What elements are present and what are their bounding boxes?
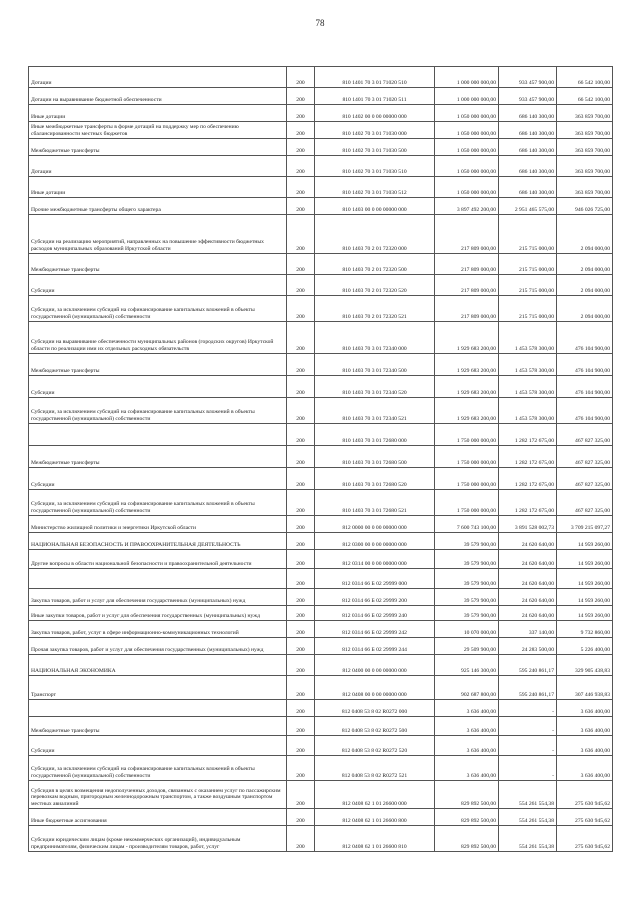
row-code: 200 (287, 198, 315, 215)
row-classifier: 810 1402 70 3 01 71030 512 (315, 177, 435, 198)
row-name: НАЦИОНАЛЬНАЯ БЕЗОПАСНОСТЬ И ПРАВООХРАНИТЕЛЬНАЯ ДЕЯТЕЛЬНОСТЬ (29, 533, 287, 550)
row-remaining: 363 859 700,00 (557, 105, 613, 122)
row-executed: 215 715 000,00 (499, 296, 557, 322)
row-code: 200 (287, 468, 315, 490)
row-name (29, 700, 287, 717)
row-name: Прочие межбюджетные трансферты общего характера (29, 198, 287, 215)
row-approved: 1 929 683 200,00 (435, 398, 499, 424)
table-row (29, 376, 613, 398)
row-executed: 24 620 640,00 (499, 606, 557, 621)
row-name: Субсидии (29, 736, 287, 756)
table-row (29, 88, 613, 105)
table-row (29, 638, 613, 655)
row-approved: 217 809 000,00 (435, 275, 499, 296)
row-executed: 686 140 300,00 (499, 122, 557, 139)
row-classifier: 812 0000 00 0 00 00000 000 (315, 516, 435, 533)
row-approved: 1 929 683 200,00 (435, 354, 499, 376)
row-classifier: 812 0408 62 1 01 26600 800 (315, 809, 435, 826)
row-approved: 1 000 000 000,00 (435, 67, 499, 88)
page-number: 78 (315, 18, 325, 28)
row-code: 200 (287, 676, 315, 700)
row-approved: 10 070 000,00 (435, 621, 499, 638)
row-name: Субсидии (29, 376, 287, 398)
row-remaining: 3 636 400,00 (557, 717, 613, 736)
table-row (29, 254, 613, 275)
table-row (29, 398, 613, 424)
row-code: 200 (287, 105, 315, 122)
row-name: Межбюджетные трансферты (29, 139, 287, 156)
row-classifier: 810 1403 70 3 01 72340 521 (315, 398, 435, 424)
row-remaining: 476 104 900,00 (557, 398, 613, 424)
row-name: Межбюджетные трансферты (29, 254, 287, 275)
row-executed: 554 261 554,38 (499, 809, 557, 826)
table-row (29, 296, 613, 322)
row-classifier: 812 0408 53 8 02 R0272 500 (315, 717, 435, 736)
row-executed: 215 715 000,00 (499, 215, 557, 254)
row-name: Прочая закупка товаров, работ и услуг для обеспечения государственных (муниципальных) нужд (29, 638, 287, 655)
row-code: 200 (287, 215, 315, 254)
table-row (29, 655, 613, 676)
row-code: 200 (287, 809, 315, 826)
table-row (29, 809, 613, 826)
row-executed: 1 453 578 300,00 (499, 376, 557, 398)
row-approved: 1 750 000 000,00 (435, 446, 499, 468)
row-classifier: 812 0408 62 1 01 26600 810 (315, 826, 435, 852)
row-classifier: 812 0300 00 0 00 00000 000 (315, 533, 435, 550)
table-row (29, 424, 613, 446)
row-remaining: 14 959 260,00 (557, 569, 613, 589)
row-code: 200 (287, 376, 315, 398)
row-code: 200 (287, 88, 315, 105)
row-executed: 1 282 172 675,00 (499, 424, 557, 446)
table-row (29, 156, 613, 177)
row-approved: 3 897 492 200,00 (435, 198, 499, 215)
row-remaining: 2 094 000,00 (557, 215, 613, 254)
row-remaining: 476 104 900,00 (557, 376, 613, 398)
row-name: Межбюджетные трансферты (29, 446, 287, 468)
row-code: 200 (287, 756, 315, 781)
row-name: Субсидии (29, 275, 287, 296)
row-code: 200 (287, 424, 315, 446)
table-row (29, 215, 613, 254)
table-row (29, 354, 613, 376)
row-name: Иные бюджетные ассигнования (29, 809, 287, 826)
row-code: 200 (287, 533, 315, 550)
row-remaining: 14 959 260,00 (557, 606, 613, 621)
row-approved: 39 579 900,00 (435, 606, 499, 621)
table-row (29, 569, 613, 589)
row-classifier: 812 0408 53 8 02 R0272 520 (315, 736, 435, 756)
table-row (29, 700, 613, 717)
row-name: Субсидии, за исключением субсидий на софинансирование капитальных вложений в объекты государственной (муниципальной) собственности (29, 756, 287, 781)
row-executed: 686 140 300,00 (499, 105, 557, 122)
row-remaining: 363 859 700,00 (557, 122, 613, 139)
row-classifier: 812 0408 00 0 00 00000 000 (315, 676, 435, 700)
row-approved: 1 750 000 000,00 (435, 468, 499, 490)
row-approved: 3 636 400,00 (435, 700, 499, 717)
row-code: 200 (287, 122, 315, 139)
row-remaining: 275 630 945,62 (557, 781, 613, 809)
row-code: 200 (287, 67, 315, 88)
row-executed: 3 891 528 002,73 (499, 516, 557, 533)
row-name: Дотации (29, 156, 287, 177)
row-classifier: 810 1402 00 0 00 00000 000 (315, 105, 435, 122)
row-classifier: 810 1403 70 2 01 72320 500 (315, 254, 435, 275)
row-approved: 39 579 900,00 (435, 533, 499, 550)
table-row (29, 826, 613, 852)
row-classifier: 810 1402 70 3 01 71030 000 (315, 122, 435, 139)
row-executed: 686 140 300,00 (499, 177, 557, 198)
row-code: 200 (287, 322, 315, 354)
table-row (29, 621, 613, 638)
row-code: 200 (287, 621, 315, 638)
row-approved: 1 050 000 000,00 (435, 177, 499, 198)
row-code: 200 (287, 550, 315, 569)
row-classifier: 810 1402 70 3 01 71030 500 (315, 139, 435, 156)
row-classifier: 812 0314 00 0 00 00000 000 (315, 550, 435, 569)
row-executed: 1 453 578 300,00 (499, 354, 557, 376)
row-executed: 1 282 172 675,00 (499, 490, 557, 516)
row-classifier: 812 0408 62 1 01 26600 000 (315, 781, 435, 809)
table-row (29, 468, 613, 490)
row-code: 200 (287, 736, 315, 756)
table-row (29, 275, 613, 296)
row-approved: 925 146 300,00 (435, 655, 499, 676)
row-executed: 1 453 578 300,00 (499, 398, 557, 424)
row-executed: 933 457 900,00 (499, 67, 557, 88)
row-classifier: 812 0314 66 Б 02 29999 244 (315, 638, 435, 655)
row-name: Межбюджетные трансферты (29, 717, 287, 736)
row-code: 200 (287, 516, 315, 533)
row-code: 200 (287, 717, 315, 736)
row-classifier: 810 1403 70 2 01 72320 000 (315, 215, 435, 254)
table-row (29, 322, 613, 354)
table-row (29, 606, 613, 621)
row-classifier: 810 1403 70 3 01 72340 520 (315, 376, 435, 398)
row-remaining: 467 827 325,00 (557, 468, 613, 490)
row-remaining: 329 905 438,83 (557, 655, 613, 676)
table-row (29, 756, 613, 781)
table-row (29, 516, 613, 533)
table-row (29, 736, 613, 756)
row-name: Другие вопросы в области национальной безопасности и правоохранительной деятельности (29, 550, 287, 569)
row-name (29, 424, 287, 446)
row-remaining: 14 959 260,00 (557, 550, 613, 569)
row-classifier: 810 1403 70 3 01 72680 000 (315, 424, 435, 446)
row-name: Иные дотации (29, 105, 287, 122)
row-code: 200 (287, 446, 315, 468)
table-row (29, 139, 613, 156)
table-row (29, 122, 613, 139)
row-remaining: 2 094 000,00 (557, 296, 613, 322)
row-executed: 215 715 000,00 (499, 275, 557, 296)
row-code: 200 (287, 490, 315, 516)
row-code: 200 (287, 275, 315, 296)
row-approved: 1 050 000 000,00 (435, 122, 499, 139)
row-executed: 554 261 554,38 (499, 826, 557, 852)
row-executed: 2 951 465 575,00 (499, 198, 557, 215)
row-approved: 29 509 900,00 (435, 638, 499, 655)
row-executed: 686 140 300,00 (499, 139, 557, 156)
row-classifier: 810 1403 70 3 01 72340 000 (315, 322, 435, 354)
row-remaining: 467 827 325,00 (557, 424, 613, 446)
row-classifier: 810 1403 70 3 01 72340 500 (315, 354, 435, 376)
row-approved: 902 687 800,00 (435, 676, 499, 700)
row-remaining: 467 827 325,00 (557, 446, 613, 468)
row-classifier: 810 1403 70 2 01 72320 521 (315, 296, 435, 322)
row-remaining: 476 104 900,00 (557, 354, 613, 376)
row-code: 200 (287, 177, 315, 198)
row-approved: 829 892 500,00 (435, 781, 499, 809)
row-approved: 829 892 500,00 (435, 809, 499, 826)
table-row (29, 717, 613, 736)
row-remaining: 2 094 000,00 (557, 254, 613, 275)
row-name: Субсидии на реализацию мероприятий, направленных на повышение эффективности бюджетных расходов муниципальных образований Иркутской области (29, 215, 287, 254)
row-classifier: 810 1403 70 2 01 72320 520 (315, 275, 435, 296)
table-row (29, 781, 613, 809)
row-executed: - (499, 700, 557, 717)
row-code: 200 (287, 606, 315, 621)
row-remaining: 363 859 700,00 (557, 177, 613, 198)
row-remaining: 363 859 700,00 (557, 156, 613, 177)
row-executed: 595 240 861,17 (499, 676, 557, 700)
row-name: Субсидии юридическим лицам (кроме некоммерческих организаций), индивидуальным предпринимателям, физическим лицам - производителям товаров, работ, услуг (29, 826, 287, 852)
row-remaining: 275 630 945,62 (557, 826, 613, 852)
row-code: 200 (287, 296, 315, 322)
row-executed: 24 620 640,00 (499, 589, 557, 606)
row-name: Иные дотации (29, 177, 287, 198)
row-approved: 1 050 000 000,00 (435, 139, 499, 156)
row-name: Иные закупки товаров, работ и услуг для обеспечения государственных (муниципальных) нужд (29, 606, 287, 621)
row-name (29, 569, 287, 589)
row-remaining: 66 542 100,00 (557, 67, 613, 88)
row-approved: 3 636 400,00 (435, 736, 499, 756)
row-name: Дотации (29, 67, 287, 88)
row-classifier: 810 1402 70 3 01 71030 510 (315, 156, 435, 177)
row-remaining: 14 959 260,00 (557, 533, 613, 550)
row-name: Субсидии на выравнивание обеспеченности муниципальных районов (городских округов) Иркутской области по реализации ими их отдельных расходных обязательств (29, 322, 287, 354)
row-executed: 554 261 554,38 (499, 781, 557, 809)
row-approved: 217 809 000,00 (435, 215, 499, 254)
row-code: 200 (287, 826, 315, 852)
row-name: Межбюджетные трансферты (29, 354, 287, 376)
row-remaining: 307 446 938,83 (557, 676, 613, 700)
row-classifier: 812 0408 53 8 02 R0272 521 (315, 756, 435, 781)
table-row (29, 589, 613, 606)
row-approved: 1 050 000 000,00 (435, 105, 499, 122)
row-executed: 337 140,00 (499, 621, 557, 638)
row-approved: 829 892 500,00 (435, 826, 499, 852)
row-remaining: 14 959 260,00 (557, 589, 613, 606)
row-approved: 217 809 000,00 (435, 254, 499, 275)
row-executed: 1 282 172 675,00 (499, 446, 557, 468)
table-row (29, 105, 613, 122)
table-row (29, 67, 613, 88)
table-row (29, 533, 613, 550)
row-executed: 686 140 300,00 (499, 156, 557, 177)
row-classifier: 812 0314 66 Б 02 29999 240 (315, 606, 435, 621)
row-executed: - (499, 756, 557, 781)
row-classifier: 810 1403 70 3 01 72680 520 (315, 468, 435, 490)
row-name: Субсидии, за исключением субсидий на софинансирование капитальных вложений в объекты государственной (муниципальной) собственности (29, 398, 287, 424)
row-approved: 1 929 683 200,00 (435, 376, 499, 398)
row-remaining: 3 709 215 097,27 (557, 516, 613, 533)
row-approved: 1 929 683 200,00 (435, 322, 499, 354)
row-approved: 217 809 000,00 (435, 296, 499, 322)
row-approved: 39 579 900,00 (435, 569, 499, 589)
row-classifier: 812 0314 66 Б 02 29999 200 (315, 589, 435, 606)
row-approved: 39 579 900,00 (435, 550, 499, 569)
row-code: 200 (287, 781, 315, 809)
row-code: 200 (287, 700, 315, 717)
row-classifier: 810 1403 70 3 01 72680 500 (315, 446, 435, 468)
row-approved: 1 050 000 000,00 (435, 156, 499, 177)
row-classifier: 810 1401 70 3 01 71020 510 (315, 67, 435, 88)
table-row (29, 446, 613, 468)
row-name: Субсидии (29, 468, 287, 490)
row-name: Закупка товаров, работ, услуг в сфере информационно-коммуникационных технологий (29, 621, 287, 638)
row-classifier: 812 0408 53 8 02 R0272 000 (315, 700, 435, 717)
row-executed: 215 715 000,00 (499, 254, 557, 275)
row-name: Субсидии, за исключением субсидий на софинансирование капитальных вложений в объекты государственной (муниципальной) собственности (29, 296, 287, 322)
row-remaining: 3 636 400,00 (557, 736, 613, 756)
row-code: 200 (287, 655, 315, 676)
row-remaining: 363 859 700,00 (557, 139, 613, 156)
row-classifier: 810 1401 70 3 01 71020 511 (315, 88, 435, 105)
row-code: 200 (287, 589, 315, 606)
row-approved: 1 000 000 000,00 (435, 88, 499, 105)
row-remaining: 275 630 945,62 (557, 809, 613, 826)
budget-table (28, 66, 613, 852)
row-approved: 3 636 400,00 (435, 756, 499, 781)
table-row (29, 490, 613, 516)
row-approved: 39 579 900,00 (435, 589, 499, 606)
row-name: НАЦИОНАЛЬНАЯ ЭКОНОМИКА (29, 655, 287, 676)
row-executed: - (499, 717, 557, 736)
row-executed: 24 620 640,00 (499, 569, 557, 589)
row-remaining: 3 636 400,00 (557, 700, 613, 717)
row-code: 200 (287, 398, 315, 424)
row-executed: 933 457 900,00 (499, 88, 557, 105)
row-name: Иные межбюджетные трансферты в форме дотаций на поддержку мер по обеспечению сбалансированности местных бюджетов (29, 122, 287, 139)
row-classifier: 812 0400 00 0 00 00000 000 (315, 655, 435, 676)
row-executed: 1 282 172 675,00 (499, 468, 557, 490)
row-executed: - (499, 736, 557, 756)
row-code: 200 (287, 638, 315, 655)
row-code: 200 (287, 156, 315, 177)
row-remaining: 2 094 000,00 (557, 275, 613, 296)
table-row (29, 177, 613, 198)
row-remaining: 476 104 900,00 (557, 322, 613, 354)
row-code: 200 (287, 254, 315, 275)
row-executed: 24 620 640,00 (499, 533, 557, 550)
row-name: Транспорт (29, 676, 287, 700)
row-remaining: 9 732 860,00 (557, 621, 613, 638)
row-remaining: 66 542 100,00 (557, 88, 613, 105)
row-executed: 595 240 861,17 (499, 655, 557, 676)
row-approved: 3 636 400,00 (435, 717, 499, 736)
row-remaining: 467 827 325,00 (557, 490, 613, 516)
row-code: 200 (287, 569, 315, 589)
row-classifier: 810 1403 00 0 00 00000 000 (315, 198, 435, 215)
row-code: 200 (287, 139, 315, 156)
row-classifier: 812 0314 66 Б 02 29999 000 (315, 569, 435, 589)
row-remaining: 946 026 725,00 (557, 198, 613, 215)
row-name: Закупка товаров, работ и услуг для обеспечения государственных (муниципальных) нужд (29, 589, 287, 606)
row-approved: 1 750 000 000,00 (435, 424, 499, 446)
row-name: Дотации на выравнивание бюджетной обеспеченности (29, 88, 287, 105)
row-classifier: 812 0314 66 Б 02 29999 242 (315, 621, 435, 638)
row-classifier: 810 1403 70 3 01 72680 521 (315, 490, 435, 516)
table-row (29, 676, 613, 700)
row-remaining: 3 636 400,00 (557, 756, 613, 781)
row-name: Субсидии, за исключением субсидий на софинансирование капитальных вложений в объекты государственной (муниципальной) собственности (29, 490, 287, 516)
table-row (29, 550, 613, 569)
row-name: Министерство жилищной политики и энергетики Иркутской области (29, 516, 287, 533)
row-executed: 1 453 578 300,00 (499, 322, 557, 354)
row-code: 200 (287, 354, 315, 376)
row-executed: 24 620 640,00 (499, 550, 557, 569)
table-row (29, 198, 613, 215)
row-remaining: 5 226 400,00 (557, 638, 613, 655)
row-approved: 1 750 000 000,00 (435, 490, 499, 516)
row-executed: 24 283 500,00 (499, 638, 557, 655)
row-name: Субсидия в целях возмещения недополученных доходов, связанных с оказанием услуг по пассажирским перевозкам водным, пригородным железнодорожным транспортом, а также воздушным транспортом местных авиалиний (29, 781, 287, 809)
row-approved: 7 600 743 100,00 (435, 516, 499, 533)
